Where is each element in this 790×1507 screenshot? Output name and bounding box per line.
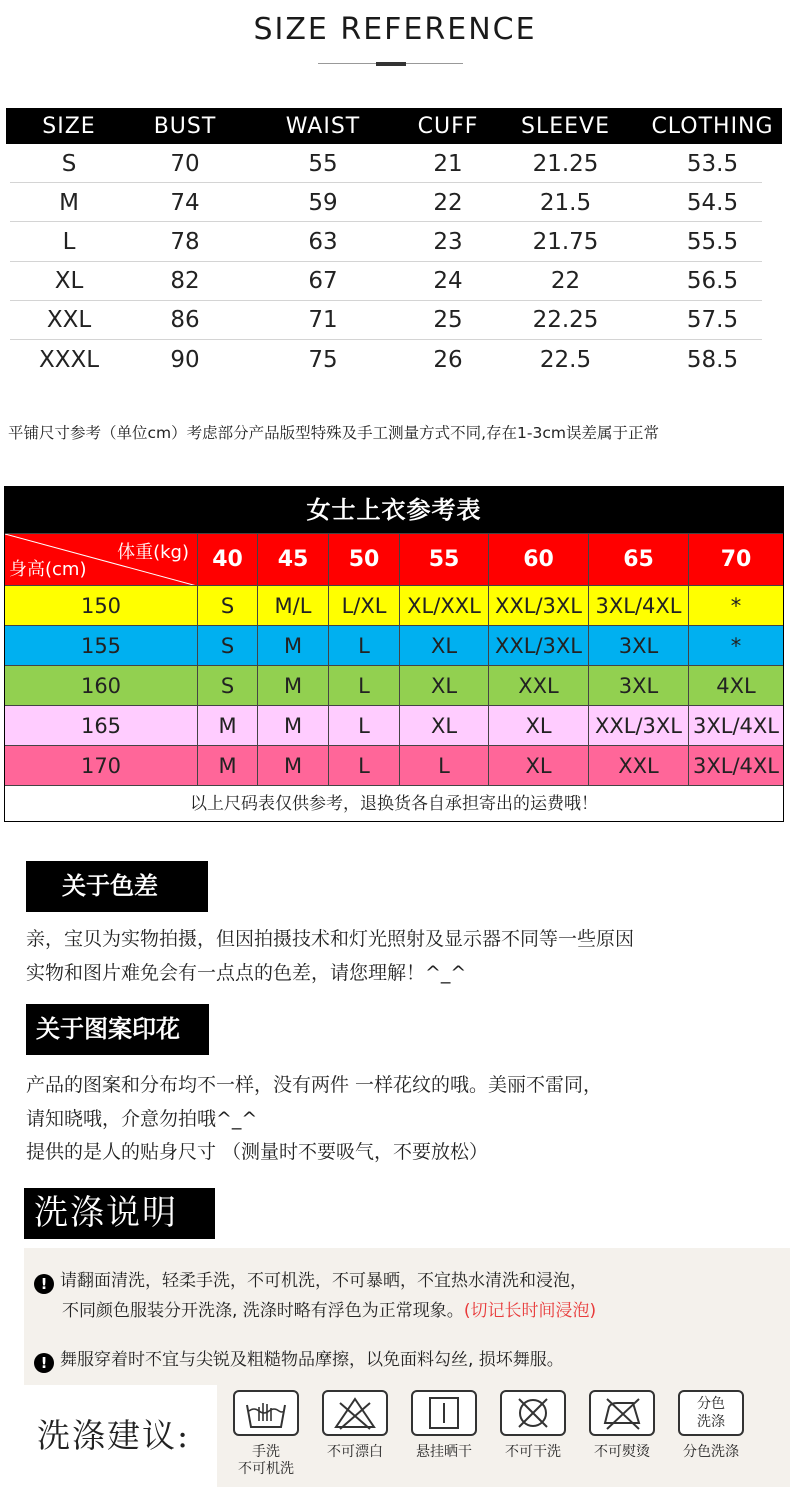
table-row [5, 585, 783, 625]
height-cell: 155 [80, 633, 122, 658]
table-cell: 57.5 [686, 307, 739, 334]
weight-header: 50 [328, 534, 399, 585]
size-cell: L [328, 706, 399, 745]
size-cell: XL [399, 626, 488, 665]
table-cell: 75 [308, 346, 338, 373]
women-size-table [4, 486, 784, 822]
washing-heading: 洗涤说明 [24, 1188, 215, 1239]
height-cell: 170 [80, 753, 122, 778]
size-cell: L [328, 626, 399, 665]
table-cell: S [61, 150, 77, 177]
table-cell: 67 [308, 268, 338, 295]
table-cell: 22.25 [532, 307, 599, 334]
size-cell: XXL [588, 746, 688, 785]
warning-icon: ! [34, 1353, 54, 1373]
size-reference-title: SIZE REFERENCE [253, 12, 537, 47]
size-cell: L [328, 746, 399, 785]
size-cell: XL [399, 706, 488, 745]
table-cell: 26 [433, 346, 463, 373]
size-cell: L [328, 666, 399, 705]
size-cell: 4XL [688, 666, 783, 705]
table-cell: 23 [433, 228, 463, 255]
care-icon-item [404, 1390, 484, 1461]
size-cell: M/L [257, 586, 328, 625]
table-cell: 21.25 [532, 150, 599, 177]
care-icon-item [582, 1390, 662, 1461]
table-cell: XXXL [38, 346, 100, 373]
size-cell: M [197, 706, 257, 745]
size-cell: 3XL [588, 626, 688, 665]
care-icon-label: 不可漂白 [327, 1444, 383, 1460]
height-cell: 150 [80, 593, 122, 618]
color-diff-heading: 关于色差 [26, 861, 208, 912]
size-cell: XXL/3XL [588, 706, 688, 745]
size-cell: XL [399, 666, 488, 705]
care-icon-label: 悬挂晒干 [416, 1444, 472, 1460]
washing-instruction [34, 1266, 587, 1294]
table-cell: 90 [170, 346, 200, 373]
size-cell: L [399, 746, 488, 785]
table-row [6, 340, 782, 379]
color-diff-line: 亲，宝贝为实物拍摄，但因拍摄技术和灯光照射及显示器不同等一些原因 [26, 928, 635, 950]
weight-axis-label: 体重(kg) [117, 542, 189, 563]
table-cell: XL [54, 268, 84, 295]
height-axis-label: 身高(cm) [9, 559, 87, 580]
size-cell: XXL/3XL [488, 586, 588, 625]
header-bust: BUST [153, 113, 217, 139]
table-cell: 21.75 [532, 228, 599, 255]
women-table-footer: 以上尺码表仅供参考，退换货各自承担寄出的运费哦！ [5, 785, 783, 821]
size-note: 平铺尺寸参考（单位cm）考虑部分产品版型特殊及手工测量方式不同,存在1-3cm误差属于正常 [8, 424, 659, 442]
table-cell: XXL [46, 307, 92, 334]
size-cell: S [197, 626, 257, 665]
size-cell: XXL/3XL [488, 626, 588, 665]
height-cell: 165 [80, 713, 122, 738]
weight-header: 45 [257, 534, 328, 585]
pattern-line: 提供的是人的贴身尺寸 （测量时不要吸气，不要放松） [26, 1141, 489, 1163]
size-table-header [6, 108, 782, 144]
table-cell: 24 [433, 268, 463, 295]
washing-warning-text: (切记长时间浸泡) [463, 1301, 597, 1321]
table-cell: 21.5 [539, 189, 592, 216]
no-bleach-icon [322, 1390, 388, 1436]
table-row [5, 705, 783, 745]
no-iron-icon [589, 1390, 655, 1436]
washing-advice-label: 洗涤建议: [23, 1385, 217, 1487]
table-row [5, 665, 783, 705]
table-cell: 25 [433, 307, 463, 334]
table-cell: 58.5 [686, 346, 739, 373]
table-cell: 22 [433, 189, 463, 216]
table-cell: 70 [170, 150, 200, 177]
care-icon-item [315, 1390, 395, 1461]
care-icon-item [493, 1390, 573, 1461]
color-diff-line: 实物和图片难免会有一点点的色差，请您理解！^_^ [26, 962, 467, 984]
size-cell: * [688, 626, 783, 665]
size-cell: 3XL/4XL [688, 706, 783, 745]
size-reference-table [6, 108, 782, 379]
table-row [5, 745, 783, 785]
size-cell: XL [488, 746, 588, 785]
weight-header-row [5, 533, 783, 585]
table-cell: 82 [170, 268, 200, 295]
separate-wash-icon-text: 洗涤 [697, 1414, 725, 1430]
washing-instruction [62, 1296, 596, 1321]
table-cell: 86 [170, 307, 200, 334]
washing-text: 请翻面清洗，轻柔手洗，不可机洗，不可暴晒，不宜热水清洗和浸泡， [60, 1271, 587, 1291]
size-cell: M [197, 746, 257, 785]
care-icon-item [671, 1390, 751, 1461]
hang-dry-icon [411, 1390, 477, 1436]
size-cell: M [257, 626, 328, 665]
pattern-line: 请知晓哦，介意勿拍哦^_^ [26, 1108, 258, 1130]
size-cell: M [257, 746, 328, 785]
size-cell: 3XL [588, 666, 688, 705]
separate-wash-icon [678, 1390, 744, 1436]
table-cell: 21 [433, 150, 463, 177]
weight-header: 70 [688, 534, 783, 585]
weight-header: 55 [399, 534, 488, 585]
hand-wash-icon [233, 1390, 299, 1436]
size-cell: S [197, 586, 257, 625]
header-cuff: CUFF [417, 113, 479, 139]
table-row [6, 262, 782, 301]
table-row [5, 625, 783, 665]
table-cell: M [59, 189, 79, 216]
table-cell: 54.5 [686, 189, 739, 216]
care-icon-label: 不可干洗 [505, 1444, 561, 1460]
pattern-heading: 关于图案印花 [26, 1004, 209, 1055]
size-cell: * [688, 586, 783, 625]
warning-icon: ! [34, 1274, 54, 1294]
table-cell: 53.5 [686, 150, 739, 177]
table-cell: 22 [550, 268, 581, 295]
size-cell: S [197, 666, 257, 705]
weight-header: 60 [488, 534, 588, 585]
table-row [6, 183, 782, 222]
care-icon-label: 不可熨烫 [594, 1444, 650, 1460]
table-cell: 78 [170, 228, 200, 255]
table-row [6, 222, 782, 261]
care-icon-label: 分色洗涤 [683, 1444, 739, 1460]
height-cell: 160 [80, 673, 122, 698]
header-sleeve: SLEEVE [521, 113, 610, 139]
table-cell: 56.5 [686, 268, 739, 295]
table-cell: 59 [308, 189, 338, 216]
weight-header: 40 [197, 534, 257, 585]
care-icon-item [226, 1390, 306, 1478]
size-cell: XL [488, 706, 588, 745]
table-cell: 55 [308, 150, 338, 177]
care-icon-label: 手洗 [252, 1444, 280, 1460]
table-cell: 22.5 [539, 346, 592, 373]
table-row [6, 144, 782, 183]
size-cell: L/XL [328, 586, 399, 625]
table-row [6, 301, 782, 340]
table-cell: 71 [308, 307, 338, 334]
washing-text: 舞服穿着时不宜与尖锐及粗糙物品摩擦，以免面料勾丝, 损坏舞服。 [60, 1350, 564, 1370]
size-cell: XL/XXL [399, 586, 488, 625]
care-icon-label: 不可机洗 [238, 1461, 294, 1477]
header-clothing: CLOTHING [651, 113, 774, 139]
table-cell: 63 [308, 228, 338, 255]
table-cell: 55.5 [686, 228, 739, 255]
size-cell: M [257, 666, 328, 705]
header-size: SIZE [42, 113, 96, 139]
size-cell: 3XL/4XL [588, 586, 688, 625]
no-dry-clean-icon [500, 1390, 566, 1436]
header-waist: WAIST [285, 113, 361, 139]
pattern-line: 产品的图案和分布均不一样，没有两件 一样花纹的哦。美丽不雷同， [26, 1074, 603, 1096]
women-table-title: 女士上衣参考表 [5, 487, 783, 533]
weight-header: 65 [588, 534, 688, 585]
size-cell: XXL [488, 666, 588, 705]
separate-wash-icon-text: 分色 [697, 1396, 725, 1412]
table-cell: 74 [170, 189, 200, 216]
size-cell: 3XL/4XL [688, 746, 783, 785]
size-cell: M [257, 706, 328, 745]
washing-text: 不同颜色服装分开洗涤, 洗涤时略有浮色为正常现象。 [62, 1301, 464, 1321]
table-corner-cell [5, 534, 197, 585]
title-divider-accent [376, 62, 406, 66]
table-cell: L [62, 228, 76, 255]
washing-instruction [34, 1345, 564, 1373]
